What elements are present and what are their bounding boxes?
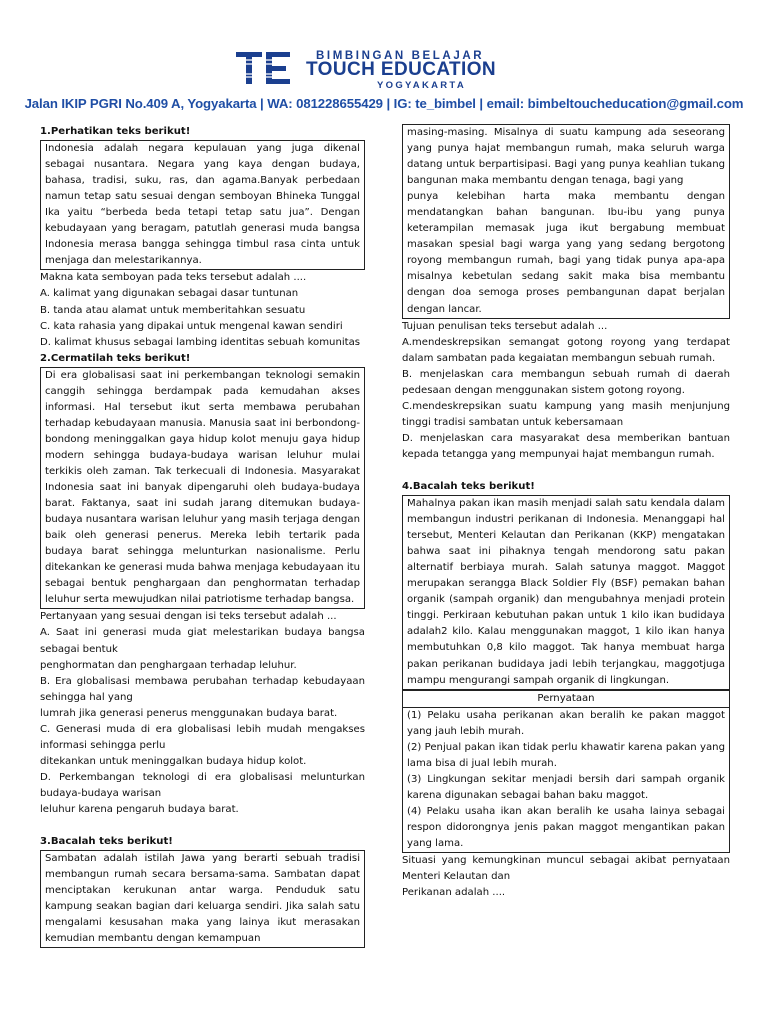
brand-tagline: BIMBINGAN BELAJAR — [316, 50, 485, 62]
question-4-heading: 4.Bacalah teks berikut! — [402, 480, 535, 492]
question-2-option-a[interactable]: A. Saat ini generasi muda giat melestarikan budaya bangsa sebagai bentuk penghormatan dan penghargaan terhadap leluhur. — [40, 627, 365, 671]
question-1-heading: 1.Perhatikan teks berikut! — [40, 126, 191, 137]
statement-4: (4) Pelaku usaha ikan akan beralih ke usaha lainya sebagai respon didorongnya jenis pakan maggot mengantikan pakan yang lama. — [407, 805, 725, 850]
question-1-option-c[interactable]: C. kata rahasia yang dipakai untuk mengenal kawan sendiri — [40, 320, 343, 332]
question-3-option-a[interactable]: A.mendeskrepsikan semangat gotong royong yang terdapat dalam sambatan pada kegaiatan membangun sebuah rumah. — [402, 336, 730, 364]
question-2-option-b[interactable]: B. Era globalisasi membawa perubahan terhadap kebudayaan sehingga hal yang lumrah jika generasi penerus menggunakan budaya barat. — [40, 675, 365, 719]
te-logo-icon — [236, 50, 298, 86]
question-3-option-c[interactable]: C.mendeskrepsikan suatu kampung yang masih menjunjung tinggi tradisi sambatan untuk kebersamaan — [402, 400, 730, 428]
statements-table-body — [403, 708, 729, 852]
question-2-prompt: Pertanyaan yang sesuai dengan isi teks tersebut adalah ... — [40, 611, 337, 623]
question-3-passage-part1: Sambatan adalah istilah Jawa yang berarti sebuah tradisi membangun rumah secara bersama-sama. Sambatan dapat menciptakan kerukunan antar warga. Penduduk satu kampung seakan bagian dari keluarga sendiri. Jika salah satu mengalami kesusahan maka yang lainya ikut merasakan kemudian membantu dengan kemampuan — [40, 850, 365, 948]
contact-line: Jalan IKIP PGRI No.409 A, Yogyakarta | WA: 081228655429 | IG: te_bimbel | email: bimbeltoucheducation@gmail.com — [24, 96, 744, 111]
question-3-option-d[interactable]: D. menjelaskan cara masyarakat desa memberikan bantuan kepada tetangga yang mempunyai hajat membangun rumah. — [402, 432, 730, 460]
question-2-passage: Di era globalisasi saat ini perkembangan teknologi semakin canggih sehingga berdampak pada kemudahan akses informasi. Hal tersebut ikut serta membawa perubahan terhadap kebudayaan manusia. Manusia saat ini berbondong-bondong meninggalkan gaya hidup kolot menuju gaya hidup modern sehingga budaya-budaya warisan leluhur mulai terkikis oleh zaman. Tak terkecuali di Indonesia. Masyarakat Indonesia saat ini banyak dipengaruhi oleh budaya-budaya barat. Faktanya, saat ini sudah jarang ditemukan budaya-budaya nusantara warisan leluhur yang masih terjaga dengan baik oleh generasi penerus. Mereka lebih tertarik pada budaya barat sehingga melunturkan nasionalisme. Perlu ditekankan ke generasi muda bahwa menjaga kebudayaan itu sebagai bentuk penghargaan dan penghormatan terhadap leluhur serta mewujudkan nilai patriotisme terhadap bangsa. — [40, 367, 365, 610]
question-3-prompt: Tujuan penulisan teks tersebut adalah ... — [402, 320, 608, 332]
question-2-heading: 2.Cermatilah teks berikut! — [40, 352, 191, 364]
statement-1: (1) Pelaku usaha perikanan akan beralih ke pakan maggot yang jauh lebih murah. — [407, 709, 725, 737]
question-4-passage: Mahalnya pakan ikan masih menjadi salah satu kendala dalam membangun industri perikanan di Indonesia. Menanggapi hal tersebut, Menteri Kelautan dan Perikanan (KKP) mengatakan bahwa saat ini pihaknya tengah mendorong satu pakan alternatif berbiaya murah. Salah satunya maggot. Maggot merupakan serangga Black Soldier Fly (BSF) pemakan bahan organik (sampah organik) dan mengubahnya menjadi protein tinggi. Perkiraan kebutuhan pakan untuk 1 kilo ikan budidaya adalah2 kilo. Kalau menggunakan maggot, 1 kilo ikan hanya membutuhkan 0,8 kilo maggot. Tak hanya membuat harga pakan perikanan budidaya jadi lebih terjangkau, maggotjuga mampu mengurangi sampah organik di lingkungan. — [402, 495, 730, 690]
spacer — [402, 463, 730, 479]
question-4-prompt: Situasi yang kemungkinan muncul sebagai akibat pernyataan Menteri Kelautan dan Perikanan adalah .... — [402, 855, 730, 899]
question-1-option-a[interactable]: A. kalimat yang digunakan sebagai dasar tuntunan — [40, 288, 299, 300]
right-column — [402, 124, 730, 901]
question-3-heading: 3.Bacalah teks berikut! — [40, 836, 173, 848]
question-3-option-b[interactable]: B. menjelaskan cara membangun sebuah rumah di daerah pedesaan dengan menggunakan sistem gotong royong. — [402, 368, 730, 396]
brand-city: YOGYAKARTA — [377, 80, 466, 91]
statements-table — [402, 690, 730, 853]
question-1-passage: Indonesia adalah negara kepulauan yang juga dikenal sebagai nusantara. Negara yang kaya dengan budaya, bahasa, tradisi, suku, ras, dan agama.Banyak perbedaan namun tetap satu sesuai dengan semboyan Bhineka Tunggal Ika yaitu “berbeda beda tetapi tetap satu jua”. Dengan kebudayaan yang beragam, patutlah generasi muda bangsa Indonesia merasa bangga sehingga timbul rasa cinta untuk menjaga dan melestarikannya. — [40, 140, 365, 270]
spacer — [40, 818, 365, 834]
statement-2: (2) Penjual pakan ikan tidak perlu khawatir karena pakan yang lama bisa di jual lebih murah. — [407, 741, 725, 769]
question-1-prompt: Makna kata semboyan pada teks tersebut adalah .... — [40, 272, 307, 284]
question-2-option-c[interactable]: C. Generasi muda di era globalisasi lebih mudah mengakses informasi sehingga perlu ditekankan untuk meninggalkan budaya hidup kolot. — [40, 723, 365, 767]
left-column — [40, 124, 365, 948]
statement-3: (3) Lingkungan sekitar menjadi bersih dari sampah organik karena digunakan sebagai bahan baku maggot. — [407, 773, 725, 801]
question-1-option-b[interactable]: B. tanda atau alamat untuk memberitahkan sesuatu — [40, 304, 306, 316]
question-3-passage-part2b: punya kelebihan harta maka membantu dengan mendatangkan bahan bangunan. Ibu-ibu yang punya keterampilan memasak juga ikut bergabung membuat masakan spesial bagi warga yang yang sedang bergotong royong membangun rumah, bagi yang tidak punya apa-apa misalnya kebetulan sedang sakit maka bisa membantu dengan doa semoga proses pembangunan dapat berjalan dengan lancar. — [407, 191, 725, 315]
question-3-passage-part2a: masing-masing. Misalnya di suatu kampung ada seseorang yang punya hajat membangun rumah, maka seluruh warga datang untuk berpartisipasi. Bagi yang punya keahlian tukang bangunan maka membantu dengan tenaga, bagi yang — [407, 127, 725, 187]
question-1-option-d[interactable]: D. kalimat khusus sebagai lambing identitas sebuah komunitas — [40, 336, 361, 348]
question-3-passage-part2 — [402, 124, 730, 319]
question-2-option-d[interactable]: D. Perkembangan teknologi di era globalisasi melunturkan budaya-budaya warisan leluhur karena pengaruh budaya barat. — [40, 771, 365, 815]
letterhead — [0, 0, 768, 118]
brand-name: TOUCH EDUCATION — [306, 59, 497, 80]
statements-table-header: Pernyataan — [403, 691, 729, 708]
